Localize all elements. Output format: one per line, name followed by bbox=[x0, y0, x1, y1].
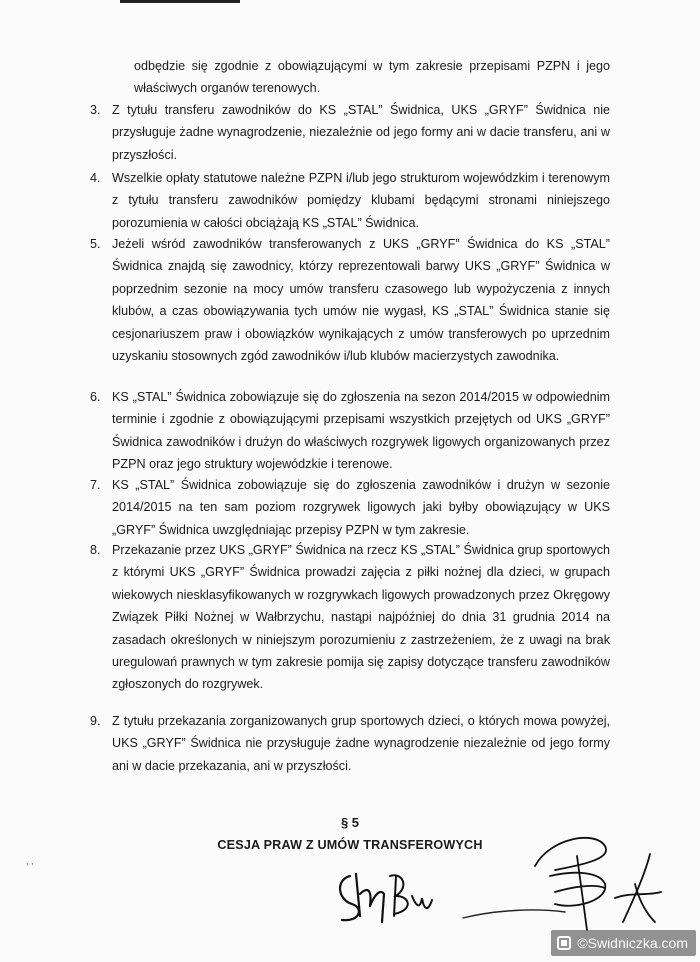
section-number: § 5 bbox=[340, 815, 360, 830]
list-item-9 bbox=[90, 710, 610, 777]
continuation-paragraph bbox=[134, 55, 610, 100]
item-number: 6. bbox=[90, 390, 101, 404]
list-item-3 bbox=[90, 99, 610, 166]
item-text: KS „STAL” Świdnica zobowiązuje się do zgłoszenia na sezon 2014/2015 w odpowiednim terminie i zgodnie z obowiązującymi przepisami wszystkich przejętych od UKS „GRYF” Świdnica zawodników i drużyn do właściwych rozgrywek ligowych organizowanych przez PZPN oraz jego struktury wojewódzkie i terenowe. bbox=[112, 390, 610, 472]
item-text: Wszelkie opłaty statutowe należne PZPN i/lub jego strukturom wojewódzkim i terenowym z tytułu transferu zawodników pomiędzy klubami będącymi stronami niniejszego porozumienia w całości obciążają KS „STAL” Świdnica. bbox=[112, 171, 610, 230]
item-text: Jeżeli wśród zawodników transferowanych z UKS „GRYF” Świdnica do KS „STAL” Świdnica znajdą się zawodnicy, którzy reprezentowali barwy UKS „GRYF” Świdnica w poprzednim sezonie na mocy umów transferu czasowego lub wypożyczenia z innych klubów, a czas obowiązywania tych umów nie wygasł, KS „STAL” Świdnica stanie się cesjonariuszem praw i obowiązków wynikających z umów transferowych po uprzednim uzyskaniu stosownych zgód zawodników i/lub klubów macierzystych zawodnika. bbox=[112, 237, 610, 364]
item-text: KS „STAL” Świdnica zobowiązuje się do zgłoszenia zawodników i drużyn w sezonie 2014/2015 na ten sam poziom rozgrywek ligowych jaki byłby obowiązujący w UKS „GRYF” Świdnica uwzględniając przepisy PZPN w tym zakresie. bbox=[112, 478, 610, 537]
list-item-7 bbox=[90, 474, 610, 541]
item-number: 5. bbox=[90, 237, 101, 251]
item-number: 7. bbox=[90, 478, 101, 492]
list-item-5 bbox=[90, 233, 610, 367]
top-rule bbox=[120, 0, 240, 3]
list-item-6 bbox=[90, 386, 610, 476]
signature-right bbox=[455, 826, 670, 936]
watermark-text: ©Swidniczka.com bbox=[577, 935, 688, 951]
item-number: 8. bbox=[90, 543, 101, 557]
item-text: Przekazanie przez UKS „GRYF” Świdnica na rzecz KS „STAL” Świdnica grup sportowych z którymi UKS „GRYF” Świdnica prowadzi zajęcia z piłki nożnej dla dzieci, w grupach wiekowych niesklasyfikowanych w rozgrywkach ligowych prowadzonych przez Okręgowy Związek Piłki Nożnej w Wałbrzychu, nastąpi najpóźniej do dnia 31 grudnia 2014 na zasadach określonych w niniejszym porozumieniu z zastrzeżeniem, że z uwagi na brak uregulowań prawnych w tym zakresie pomija się zapisy dotyczące transferu zawodników zgłoszonych do rozgrywek. bbox=[112, 543, 610, 692]
item-number: 9. bbox=[90, 714, 101, 728]
stray-mark: , , bbox=[26, 856, 34, 866]
list-item-8 bbox=[90, 539, 610, 696]
item-text: Z tytułu przekazania zorganizowanych grup sportowych dzieci, o których mowa powyżej, UKS „GRYF” Świdnica nie przysługuje żadne wynagrodzenie niezależnie od jego formy ani w dacie przekazania, ani w przyszłości. bbox=[112, 714, 610, 773]
section-heading: CESJA PRAW Z UMÓW TRANSFEROWYCH bbox=[217, 838, 483, 852]
watermark-badge bbox=[551, 930, 696, 956]
item-number: 4. bbox=[90, 171, 101, 185]
list-item-4 bbox=[90, 167, 610, 234]
item-number: 3. bbox=[90, 103, 101, 117]
square-logo-icon bbox=[557, 936, 571, 950]
continuation-text: odbędzie się zgodnie z obowiązującymi w tym zakresie przepisami PZPN i jego właściwych organów terenowych. bbox=[134, 59, 610, 96]
item-text: Z tytułu transferu zawodników do KS „STAL” Świdnica, UKS „GRYF” Świdnica nie przysługuje żadne wynagrodzenie, niezależnie od jego formy ani w dacie transferu, ani w przyszłości. bbox=[112, 103, 610, 162]
signature-left bbox=[330, 866, 440, 928]
